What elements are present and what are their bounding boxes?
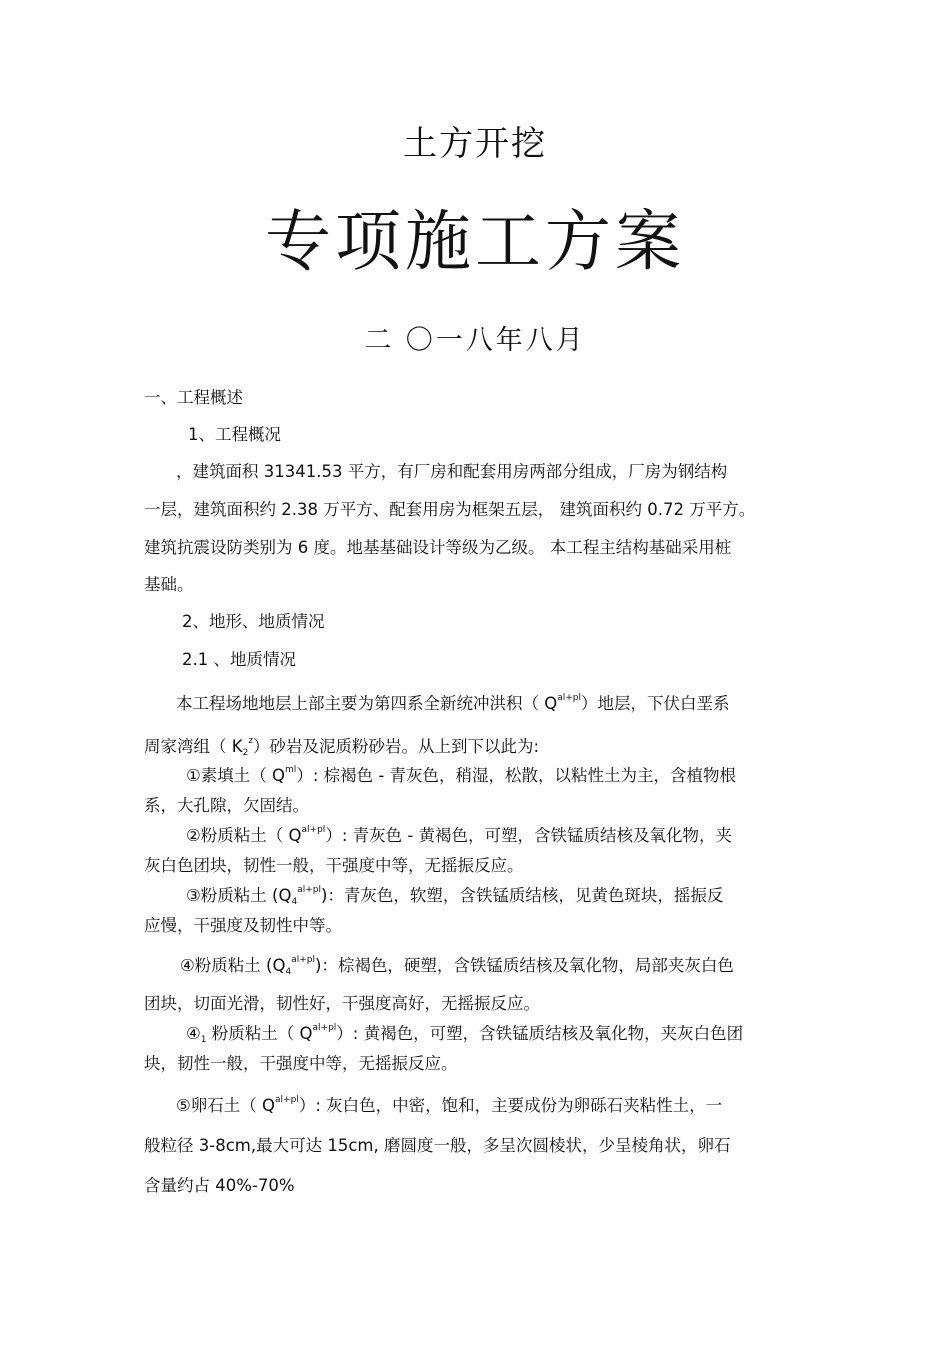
paragraph-line: 基础。 (144, 575, 194, 594)
section-heading-1: 一、工程概述 (144, 388, 243, 407)
subsection-heading-2: 2、地形、地质情况 (182, 612, 325, 631)
list-item-continuation: 块，韧性一般，干强度中等，无摇振反应。 (144, 1054, 458, 1073)
paragraph-line: 建筑抗震设防类别为 6 度。地基基础设计等级为乙级。 本工程主结构基础采用桩 (144, 538, 732, 557)
list-item: ④1 粉质粘土（ $Q^{al+pl}$）: 黄褐色，可塑，含铁锰质结核及氧化物，夹灰白色团 (186, 1023, 744, 1045)
list-item-continuation: 含量约占 40%-70% (144, 1176, 295, 1195)
paragraph-line: ，建筑面积 31341.53 平方，有厂房和配套用房两部分组成，厂房为钢结构 (176, 462, 728, 481)
list-item: ③粉质粘土 $(Q4^{al+pl})$：青灰色，软塑，含铁锰质结核，见黄色斑块，摇振反 (186, 885, 724, 907)
list-item: ⑤卵石土（ $Q^{al+pl}$）: 灰白色，中密，饱和，主要成份为卵砾石夹粘性土，一 (176, 1095, 723, 1115)
list-item-continuation: 灰白色团块，韧性一般，干强度中等，无摇振反应。 (144, 856, 524, 875)
list-item-continuation: 应慢，干强度及韧性中等。 (144, 916, 342, 935)
paragraph-line: 周家湾组（ K2$^z$）砂岩及泥质粉砂岩。从上到下以此为: (144, 736, 540, 758)
document-date: 二 〇一八年八月 (364, 325, 586, 356)
paragraph-line: 本工程场地地层上部主要为第四系全新统冲洪积（ $Q^{al+pl}$）地层，下伏白垩系 (176, 693, 730, 713)
list-item-continuation: 般粒径 3-8cm,最大可达 15cm, 磨圆度一般，多呈次圆棱状，少呈棱角状，卵石 (144, 1136, 731, 1155)
list-item: ②粉质粘土（ $Q^{al+pl}$）: 青灰色 - 黄褐色，可塑，含铁锰质结核及氧化物，夹 (186, 825, 733, 845)
subsection-heading-2-1: 2.1 、地质情况 (182, 650, 296, 669)
list-item: ①素填土（ $Q^{ml}$）: 棕褐色 - 青灰色，稍湿，松散，以粘性土为主，含植物根 (186, 765, 737, 785)
paragraph-line: 一层，建筑面积约 2.38 万平方、配套用房为框架五层， 建筑面积约 0.72 万平方。 (144, 500, 756, 519)
document-title-large: 专项施工方案 (265, 203, 685, 280)
document-title-small: 土方开挖 (403, 124, 547, 164)
list-item-continuation: 团块，切面光滑，韧性好，干强度高好，无摇振反应。 (144, 994, 540, 1013)
subsection-heading-1-1: 1、工程概况 (188, 425, 281, 444)
list-item: ④粉质粘土 $(Q4^{al+pl})$：棕褐色，硬塑，含铁锰质结核及氧化物，局部夹灰白色 (180, 955, 734, 977)
list-item-continuation: 系，大孔隙，欠固结。 (144, 796, 309, 815)
